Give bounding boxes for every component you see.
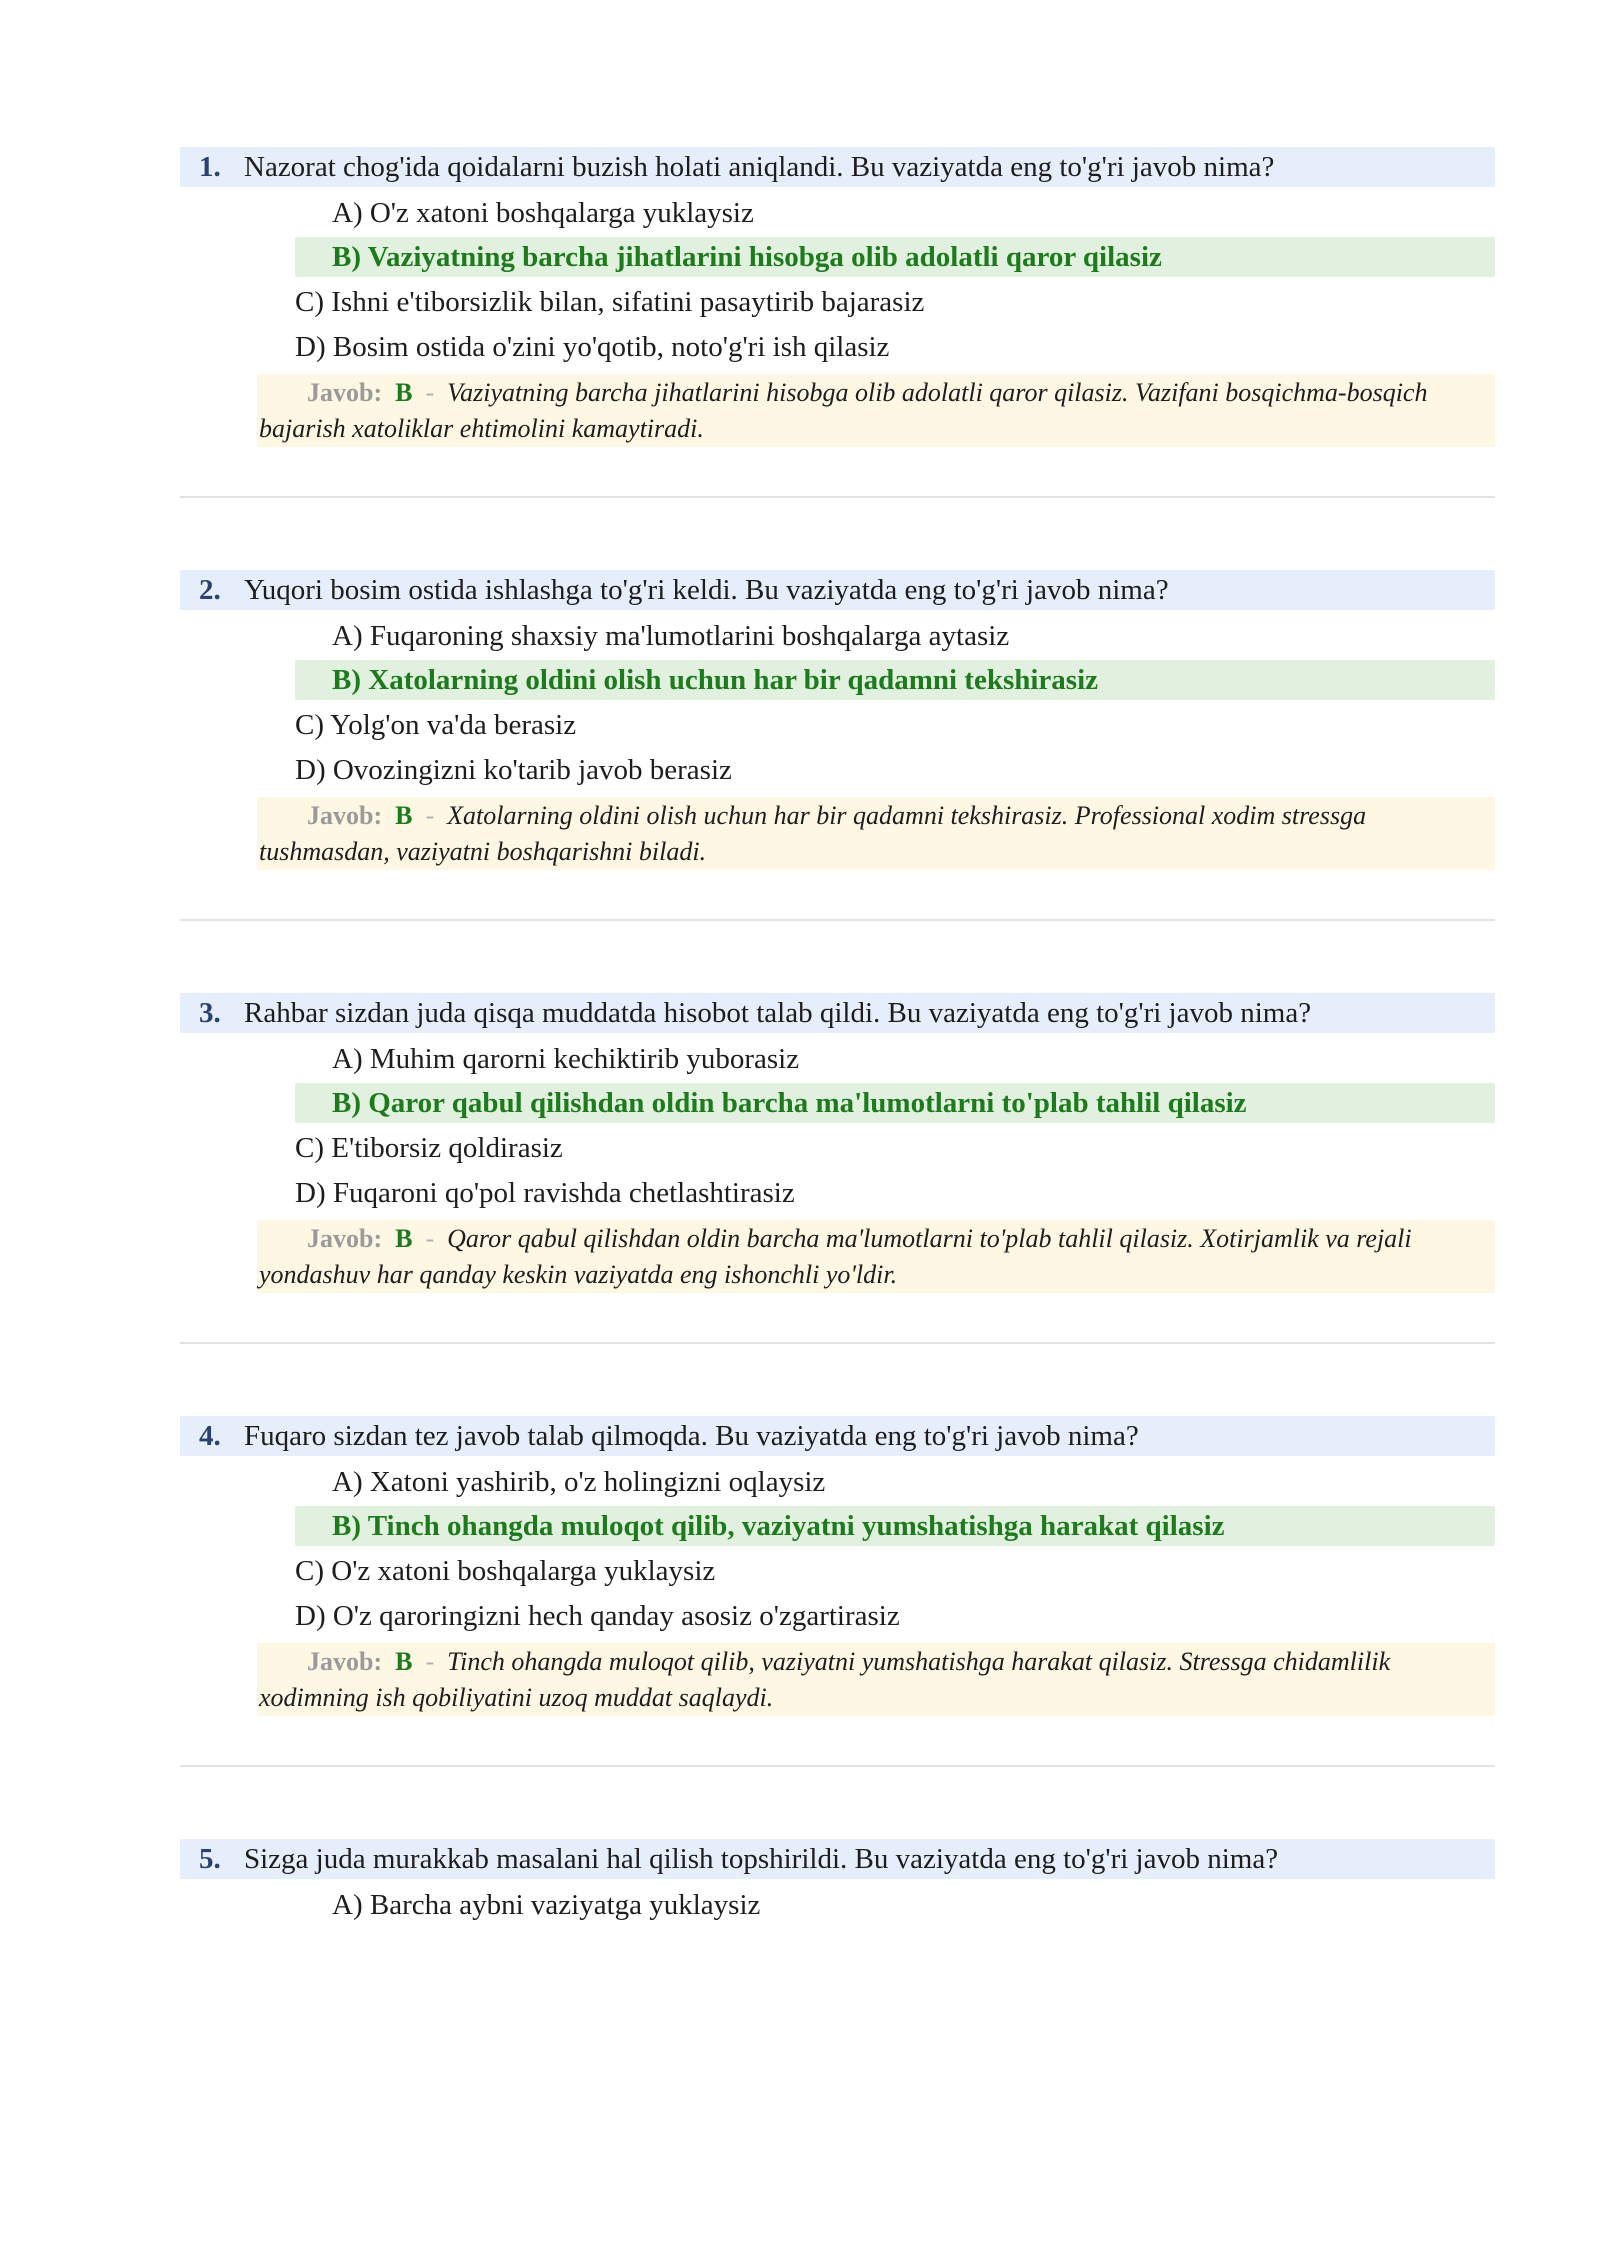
option-c: C) Yolg'on va'da berasiz — [295, 709, 577, 741]
question-number: 1. — [199, 151, 221, 183]
answer-text — [259, 1644, 1489, 1716]
question-2 — [180, 570, 1495, 993]
answer-letter: B — [395, 1647, 413, 1676]
option-b-label: B) Tinch ohangda muloqot qilib, vaziyatni yumshatishga harakat qilasiz — [332, 1510, 1225, 1542]
answer-explanation: Vaziyatning barcha jihatlarini hisobga olib adolatli qaror qilasiz. Vazifani bosqichma-bosqich bajarish xatoliklar ehtimolini kamaytiradi. — [259, 378, 1428, 443]
option-b-correct — [295, 237, 1495, 277]
question-divider — [180, 1342, 1495, 1344]
question-text: Yuqori bosim ostida ishlashga to'g'ri keldi. Bu vaziyatda eng to'g'ri javob nima? — [244, 574, 1169, 606]
answer-box — [257, 1220, 1495, 1293]
question-text: Fuqaro sizdan tez javob talab qilmoqda. Bu vaziyatda eng to'g'ri javob nima? — [244, 1420, 1139, 1452]
option-b-label: B) Vaziyatning barcha jihatlarini hisobga olib adolatli qaror qilasiz — [332, 241, 1162, 273]
option-b-correct — [295, 1506, 1495, 1546]
option-a: A) Fuqaroning shaxsiy ma'lumotlarini boshqalarga aytasiz — [332, 620, 1010, 652]
option-d: D) Fuqaroni qo'pol ravishda chetlashtirasiz — [295, 1177, 795, 1209]
answer-label: Javob: — [307, 1647, 383, 1676]
question-divider — [180, 1765, 1495, 1767]
question-divider — [180, 919, 1495, 921]
question-header — [180, 993, 1495, 1033]
question-4 — [180, 1416, 1495, 1839]
question-number: 2. — [199, 574, 221, 606]
answer-label: Javob: — [307, 1224, 383, 1253]
answer-label: Javob: — [307, 801, 383, 830]
option-d: D) Ovozingizni ko'tarib javob berasiz — [295, 754, 732, 786]
question-header — [180, 1839, 1495, 1879]
question-header — [180, 570, 1495, 610]
quiz-page — [180, 147, 1495, 2262]
question-3 — [180, 993, 1495, 1416]
answer-text — [259, 1221, 1489, 1293]
option-c: C) O'z xatoni boshqalarga yuklaysiz — [295, 1555, 716, 1587]
answer-box — [257, 797, 1495, 870]
answer-label: Javob: — [307, 378, 383, 407]
option-a: A) Xatoni yashirib, o'z holingizni oqlaysiz — [332, 1466, 826, 1498]
question-number: 3. — [199, 997, 221, 1029]
question-number: 5. — [199, 1843, 221, 1875]
option-c: C) E'tiborsiz qoldirasiz — [295, 1132, 563, 1164]
question-header — [180, 1416, 1495, 1456]
answer-separator: - — [425, 801, 435, 830]
option-a: A) Muhim qarorni kechiktirib yuborasiz — [332, 1043, 800, 1075]
question-header — [180, 147, 1495, 187]
answer-text — [259, 375, 1489, 447]
question-divider — [180, 496, 1495, 498]
answer-letter: B — [395, 1224, 413, 1253]
option-b-correct — [295, 1083, 1495, 1123]
question-number: 4. — [199, 1420, 221, 1452]
option-a: A) O'z xatoni boshqalarga yuklaysiz — [332, 197, 754, 229]
answer-box — [257, 1643, 1495, 1716]
option-d: D) O'z qaroringizni hech qanday asosiz o'zgartirasiz — [295, 1600, 900, 1632]
question-1 — [180, 147, 1495, 570]
option-b-label: B) Qaror qabul qilishdan oldin barcha ma'lumotlarni to'plab tahlil qilasiz — [332, 1087, 1247, 1119]
option-b-correct — [295, 660, 1495, 700]
answer-box — [257, 374, 1495, 447]
option-d: D) Bosim ostida o'zini yo'qotib, noto'g'ri ish qilasiz — [295, 331, 890, 363]
option-b-label: B) Xatolarning oldini olish uchun har bir qadamni tekshirasiz — [332, 664, 1099, 696]
question-text: Rahbar sizdan juda qisqa muddatda hisobot talab qildi. Bu vaziyatda eng to'g'ri javob nima? — [244, 997, 1312, 1029]
answer-letter: B — [395, 801, 413, 830]
answer-separator: - — [425, 378, 435, 407]
question-text: Sizga juda murakkab masalani hal qilish topshirildi. Bu vaziyatda eng to'g'ri javob nima? — [244, 1843, 1279, 1875]
answer-explanation: Qaror qabul qilishdan oldin barcha ma'lumotlarni to'plab tahlil qilasiz. Xotirjamlik va rejali yondashuv har qanday keskin vaziyatda eng ishonchli yo'ldir. — [259, 1224, 1412, 1289]
option-a: A) Barcha aybni vaziyatga yuklaysiz — [332, 1889, 761, 1921]
answer-text — [259, 798, 1489, 870]
answer-explanation: Tinch ohangda muloqot qilib, vaziyatni yumshatishga harakat qilasiz. Stressga chidamlilik xodimning ish qobiliyatini uzoq muddat saqlaydi. — [259, 1647, 1391, 1712]
question-text: Nazorat chog'ida qoidalarni buzish holati aniqlandi. Bu vaziyatda eng to'g'ri javob nima? — [244, 151, 1275, 183]
answer-letter: B — [395, 378, 413, 407]
answer-separator: - — [425, 1647, 435, 1676]
answer-explanation: Xatolarning oldini olish uchun har bir qadamni tekshirasiz. Professional xodim stressga tushmasdan, vaziyatni boshqarishni biladi. — [259, 801, 1367, 866]
question-5 — [180, 1839, 1495, 2262]
option-c: C) Ishni e'tiborsizlik bilan, sifatini pasaytirib bajarasiz — [295, 286, 925, 318]
answer-separator: - — [425, 1224, 435, 1253]
